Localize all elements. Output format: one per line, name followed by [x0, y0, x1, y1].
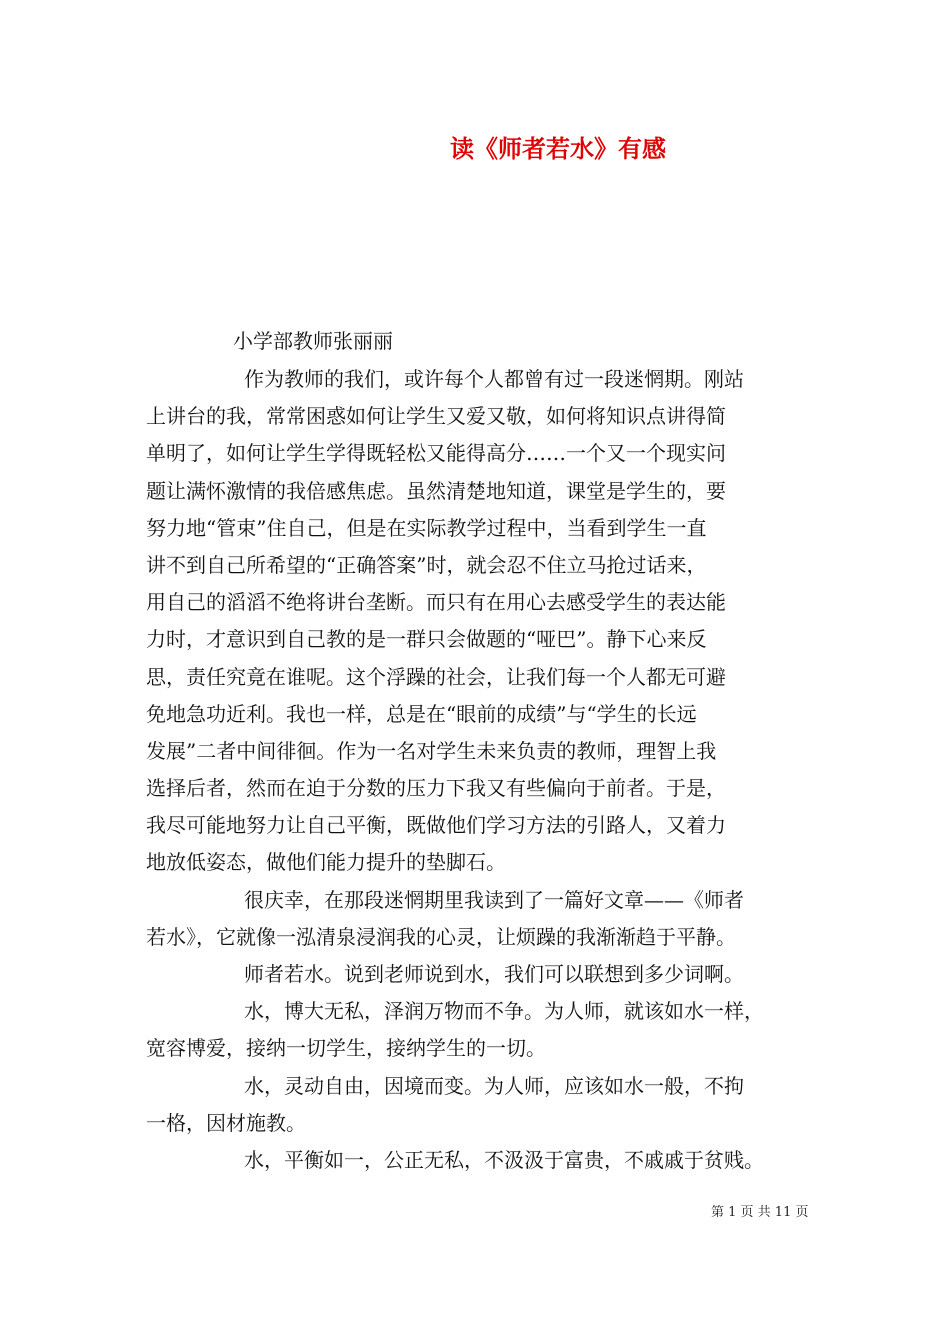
text-line: 题让满怀激情的我倍感焦虑。虽然清楚地知道，课堂是学生的，要 [146, 478, 726, 503]
text-line: 一格，因材施教。 [146, 1110, 306, 1135]
author-line: 小学部教师张丽丽 [233, 329, 393, 353]
text-line: 力时，才意识到自己教的是一群只会做题的“哑巴”。静下心来反 [146, 627, 707, 652]
text-line: 水，博大无私，泽润万物而不争。为人师，就该如水一样， [244, 999, 764, 1024]
text-line: 我尽可能地努力让自己平衡，既做他们学习方法的引路人，又着力 [146, 813, 726, 838]
text-line: 选择后者，然而在迫于分数的压力下我又有些偏向于前者。于是， [146, 776, 726, 801]
text-line: 很庆幸，在那段迷惘期里我读到了一篇好文章——《师者 [244, 887, 744, 912]
text-line: 师者若水。说到老师说到水，我们可以联想到多少词啊。 [244, 962, 744, 986]
text-line: 免地急功近利。我也一样，总是在“眼前的成绩”与“学生的长远 [146, 701, 697, 726]
text-line: 单明了，如何让学生学得既轻松又能得高分……一个又一个现实问 [146, 441, 726, 466]
text-line: 用自己的滔滔不绝将讲台垄断。而只有在用心去感受学生的表达能 [146, 590, 726, 615]
body-text [146, 361, 821, 1179]
text-line: 地放低姿态，做他们能力提升的垫脚石。 [146, 850, 506, 875]
text-line: 发展”二者中间徘徊。作为一名对学生未来负责的教师，理智上我 [146, 738, 717, 763]
document-title: 读《师者若水》有感 [450, 134, 666, 163]
text-line: 讲不到自己所希望的“正确答案”时，就会忍不住立马抢过话来， [146, 552, 707, 577]
text-line: 水，灵动自由，因境而变。为人师，应该如水一般，不拘 [244, 1073, 744, 1098]
text-line: 思，责任究竟在谁呢。这个浮躁的社会，让我们每一个人都无可避 [146, 664, 726, 689]
text-line: 作为教师的我们，或许每个人都曾有过一段迷惘期。刚站 [244, 367, 744, 391]
text-line: 宽容博爱，接纳一切学生，接纳学生的一切。 [146, 1036, 546, 1061]
text-line: 水，平衡如一，公正无私，不汲汲于富贵，不戚戚于贫贱。 [244, 1147, 764, 1172]
text-line: 上讲台的我，常常困惑如何让学生又爱又敬，如何将知识点讲得简 [146, 404, 726, 429]
text-line: 若水》，它就像一泓清泉浸润我的心灵，让烦躁的我渐渐趋于平静。 [146, 924, 736, 949]
page-number: 第 1 页 共 11 页 [711, 1205, 809, 1220]
text-line: 努力地“管束”住自己，但是在实际教学过程中，当看到学生一直 [146, 515, 707, 540]
